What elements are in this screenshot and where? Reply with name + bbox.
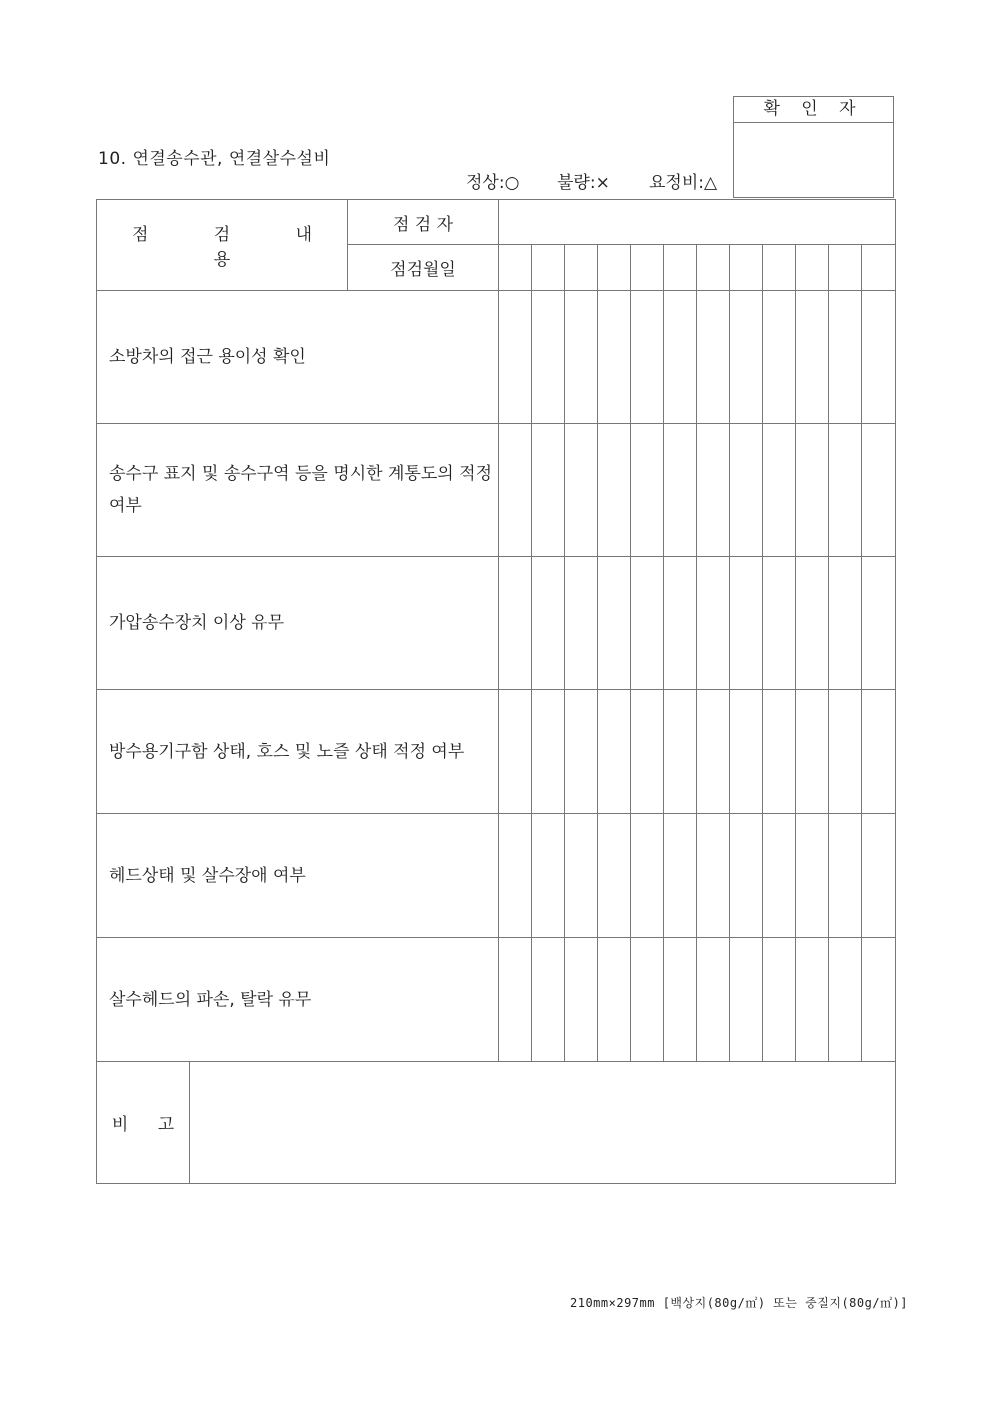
inspector-field[interactable] bbox=[499, 200, 896, 245]
item-inlet-sign-check: 송수구 표지 및 송수구역 등을 명시한 계통도의 적정여부 bbox=[97, 424, 499, 557]
check-cell[interactable] bbox=[730, 938, 763, 1062]
check-cell[interactable] bbox=[697, 291, 730, 424]
date-cell[interactable] bbox=[532, 245, 565, 291]
item-pump-check: 가압송수장치 이상 유무 bbox=[97, 557, 499, 690]
check-cell[interactable] bbox=[598, 690, 631, 814]
confirmer-signature-area[interactable] bbox=[734, 123, 893, 198]
date-cell[interactable] bbox=[829, 245, 862, 291]
check-cell[interactable] bbox=[598, 814, 631, 938]
check-cell[interactable] bbox=[532, 938, 565, 1062]
check-cell[interactable] bbox=[763, 291, 796, 424]
check-cell[interactable] bbox=[829, 938, 862, 1062]
check-cell[interactable] bbox=[565, 814, 598, 938]
check-cell[interactable] bbox=[763, 814, 796, 938]
check-cell[interactable] bbox=[730, 814, 763, 938]
check-cell[interactable] bbox=[829, 291, 862, 424]
check-cell[interactable] bbox=[829, 557, 862, 690]
date-cell[interactable] bbox=[763, 245, 796, 291]
check-cell[interactable] bbox=[664, 814, 697, 938]
date-cell[interactable] bbox=[598, 245, 631, 291]
check-cell[interactable] bbox=[796, 814, 829, 938]
check-cell[interactable] bbox=[532, 291, 565, 424]
check-cell[interactable] bbox=[697, 814, 730, 938]
check-cell[interactable] bbox=[697, 690, 730, 814]
paper-spec: 210mm×297mm [백상지(80g/㎡) 또는 중질지(80g/㎡)] bbox=[570, 1296, 909, 1310]
check-cell[interactable] bbox=[631, 814, 664, 938]
check-cell[interactable] bbox=[565, 557, 598, 690]
check-cell[interactable] bbox=[664, 424, 697, 557]
check-cell[interactable] bbox=[565, 690, 598, 814]
legend-needs-repair: 요정비:△ bbox=[649, 173, 718, 193]
check-cell[interactable] bbox=[565, 424, 598, 557]
check-cell[interactable] bbox=[598, 557, 631, 690]
check-cell[interactable] bbox=[697, 938, 730, 1062]
check-cell[interactable] bbox=[862, 814, 896, 938]
check-cell[interactable] bbox=[499, 424, 532, 557]
remarks-label: 비 고 bbox=[97, 1062, 190, 1184]
check-cell[interactable] bbox=[862, 557, 896, 690]
date-cell[interactable] bbox=[631, 245, 664, 291]
item-access-check: 소방차의 접근 용이성 확인 bbox=[97, 291, 499, 424]
check-cell[interactable] bbox=[730, 424, 763, 557]
check-cell[interactable] bbox=[664, 938, 697, 1062]
date-cell[interactable] bbox=[565, 245, 598, 291]
legend-normal: 정상:○ bbox=[466, 173, 520, 193]
check-cell[interactable] bbox=[532, 424, 565, 557]
check-cell[interactable] bbox=[631, 291, 664, 424]
check-cell[interactable] bbox=[829, 814, 862, 938]
check-cell[interactable] bbox=[862, 690, 896, 814]
check-cell[interactable] bbox=[730, 690, 763, 814]
check-cell[interactable] bbox=[796, 690, 829, 814]
check-cell[interactable] bbox=[796, 424, 829, 557]
confirmer-label: 확 인 자 bbox=[734, 97, 893, 123]
content-header: 점 검 내 용 bbox=[97, 200, 348, 291]
date-cell[interactable] bbox=[499, 245, 532, 291]
check-cell[interactable] bbox=[499, 291, 532, 424]
date-cell[interactable] bbox=[796, 245, 829, 291]
check-cell[interactable] bbox=[763, 424, 796, 557]
check-cell[interactable] bbox=[763, 690, 796, 814]
check-cell[interactable] bbox=[598, 291, 631, 424]
item-head-damage-check: 살수헤드의 파손, 탈락 유무 bbox=[97, 938, 499, 1062]
check-cell[interactable] bbox=[499, 814, 532, 938]
check-cell[interactable] bbox=[829, 690, 862, 814]
check-cell[interactable] bbox=[796, 938, 829, 1062]
check-cell[interactable] bbox=[565, 938, 598, 1062]
form-title: 10. 연결송수관, 연결살수설비 bbox=[98, 149, 331, 169]
check-cell[interactable] bbox=[730, 291, 763, 424]
check-cell[interactable] bbox=[499, 690, 532, 814]
item-head-state-check: 헤드상태 및 살수장애 여부 bbox=[97, 814, 499, 938]
check-cell[interactable] bbox=[532, 814, 565, 938]
check-cell[interactable] bbox=[763, 938, 796, 1062]
date-cell[interactable] bbox=[862, 245, 896, 291]
check-cell[interactable] bbox=[631, 938, 664, 1062]
check-cell[interactable] bbox=[631, 557, 664, 690]
item-hose-cabinet-check: 방수용기구함 상태, 호스 및 노즐 상태 적정 여부 bbox=[97, 690, 499, 814]
check-cell[interactable] bbox=[796, 291, 829, 424]
check-cell[interactable] bbox=[829, 424, 862, 557]
check-cell[interactable] bbox=[598, 938, 631, 1062]
check-cell[interactable] bbox=[631, 690, 664, 814]
check-cell[interactable] bbox=[664, 690, 697, 814]
check-cell[interactable] bbox=[697, 557, 730, 690]
check-cell[interactable] bbox=[664, 291, 697, 424]
check-cell[interactable] bbox=[862, 291, 896, 424]
check-cell[interactable] bbox=[697, 424, 730, 557]
date-cell[interactable] bbox=[664, 245, 697, 291]
check-cell[interactable] bbox=[664, 557, 697, 690]
inspection-table bbox=[96, 199, 896, 1184]
date-cell[interactable] bbox=[697, 245, 730, 291]
check-cell[interactable] bbox=[532, 690, 565, 814]
check-cell[interactable] bbox=[763, 557, 796, 690]
check-cell[interactable] bbox=[796, 557, 829, 690]
check-cell[interactable] bbox=[598, 424, 631, 557]
date-label: 점검월일 bbox=[348, 245, 499, 291]
check-cell[interactable] bbox=[565, 291, 598, 424]
check-cell[interactable] bbox=[499, 938, 532, 1062]
inspector-label: 점 검 자 bbox=[348, 200, 499, 245]
date-cell[interactable] bbox=[730, 245, 763, 291]
legend-defective: 불량:× bbox=[557, 173, 610, 193]
check-cell[interactable] bbox=[862, 938, 896, 1062]
check-cell[interactable] bbox=[730, 557, 763, 690]
check-cell[interactable] bbox=[862, 424, 896, 557]
confirmer-box bbox=[733, 96, 894, 198]
check-cell[interactable] bbox=[499, 557, 532, 690]
check-cell[interactable] bbox=[631, 424, 664, 557]
check-cell[interactable] bbox=[532, 557, 565, 690]
remarks-field[interactable] bbox=[190, 1062, 896, 1184]
